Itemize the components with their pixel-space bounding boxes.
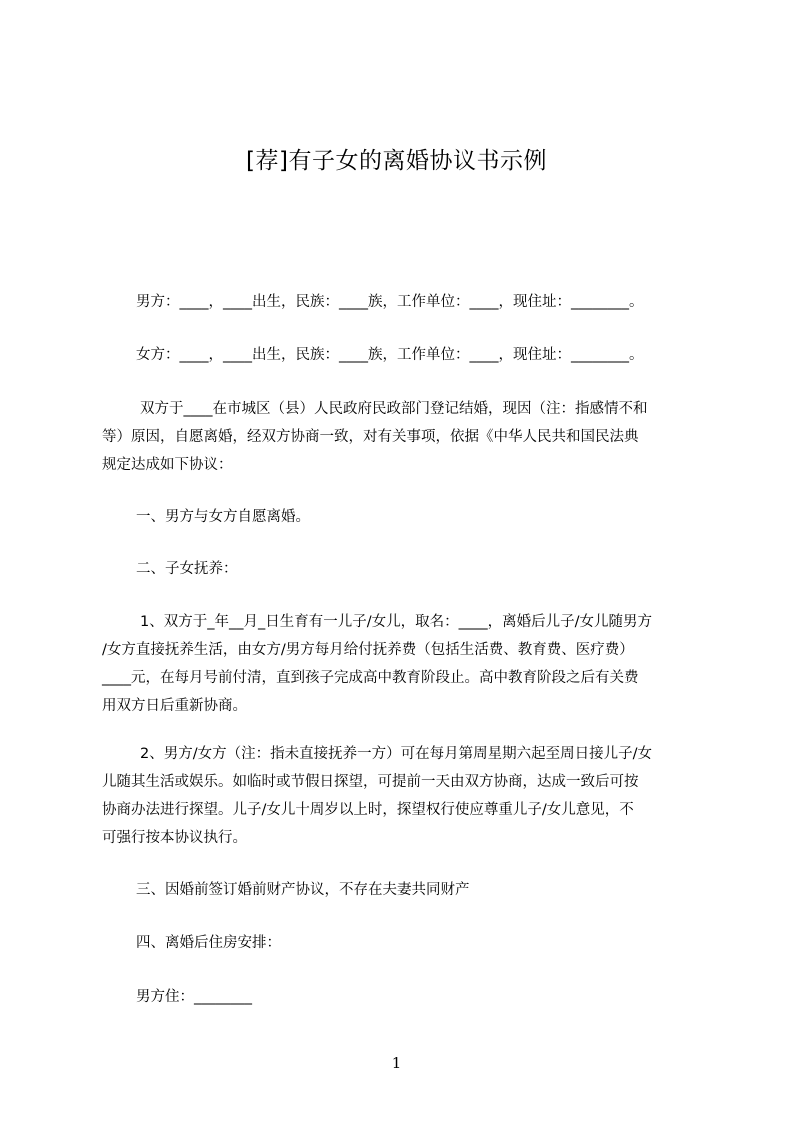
clause-3: 三、因婚前签订婚前财产协议，不存在夫妻共同财产: [136, 882, 470, 898]
clause-2-item-2: [102, 740, 700, 852]
clause-line: 1、双方于_年__月_日生育有一儿子/女儿，取名：____，离婚后儿子/女儿随男方: [140, 614, 652, 630]
clause-2-item-1: [102, 608, 700, 720]
clause-line: /女方直接抚养生活，由女方/男方每月给付抚养费（包括生活费、教育费、医疗费）: [102, 642, 634, 658]
clause-line: ____元，在每月号前付清，直到孩子完成高中教育阶段止。高中教育阶段之后有关费: [102, 670, 639, 686]
clause-4-heading: 四、离婚后住房安排：: [136, 935, 281, 951]
clause-1: 一、男方与女方自愿离婚。: [136, 509, 310, 525]
clause-line: 可强行按本协议执行。: [102, 830, 247, 846]
intro-line: 等）原因，自愿离婚，经双方协商一致，对有关事项，依据《中华人民共和国民法典: [102, 429, 639, 445]
clause-line: 用双方日后重新协商。: [102, 698, 247, 714]
female-party-info: 女方：____，____出生，民族：____族，工作单位：____，现住址：________。: [136, 347, 644, 363]
intro-line: 双方于____在市城区（县）人民政府民政部门登记结婚，现因（注：指感情不和: [140, 401, 648, 417]
intro-paragraph: [102, 395, 700, 479]
clause-2-heading: 二、子女抚养：: [136, 561, 238, 577]
clause-line: 2、男方/女方（注：指未直接抚养一方）可在每月第周星期六起至周日接儿子/女: [140, 746, 652, 762]
document-title: [荐]有子女的离婚协议书示例: [246, 148, 547, 174]
page-number: 1: [391, 1054, 402, 1072]
male-residence: 男方住：________: [136, 989, 252, 1005]
clause-line: 儿随其生活或娱乐。如临时或节假日探望，可提前一天由双方协商，达成一致后可按: [102, 774, 639, 790]
clause-line: 协商办法进行探望。儿子/女儿十周岁以上时，探望权行使应尊重儿子/女儿意见，不: [102, 802, 634, 818]
intro-line: 规定达成如下协议：: [102, 457, 233, 473]
male-party-info: 男方：____，____出生，民族：____族，工作单位：____，现住址：________。: [136, 294, 644, 310]
